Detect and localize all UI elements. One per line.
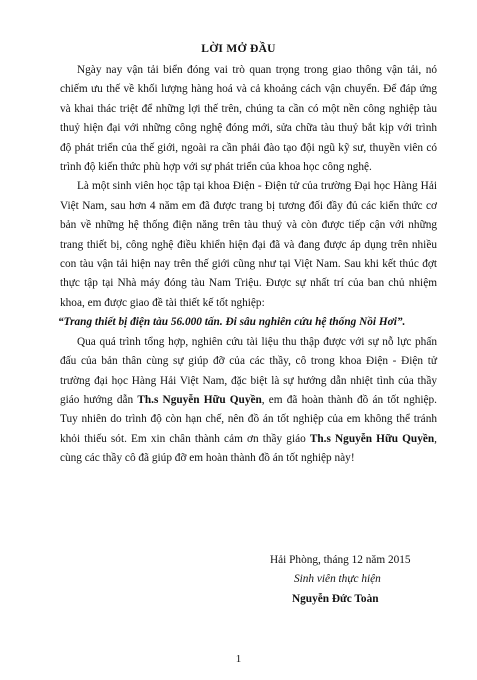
signature-role: Sinh viên thực hiện — [294, 573, 381, 586]
page-number: 1 — [235, 653, 242, 665]
thesis-topic: “Trang thiết bị điện tàu 56.000 tấn. Đi sâu nghiên cứu hệ thống Nồi Hơi”. — [58, 316, 406, 329]
acknowledgement-text-1: Qua quá trình tổng hợp, nghiên cứu tài liệu thu thập được với sự nỗ lực phấn đấu của bản thân cùng sự giúp đỡ của các thầy, cô trong khoa Điện - Điện tử trường đại học Hàng Hải Việt Nam, đặc biệt là sự hướng dẫn nhiệt tình của thầy giáo hướng dẫn — [60, 335, 437, 406]
signature-block — [260, 551, 460, 609]
signature-name: Nguyễn Đức Toàn — [292, 592, 379, 605]
body-text — [60, 61, 437, 469]
page-title: LỜI MỞ ĐẦU — [201, 43, 276, 55]
paragraph-intro: Ngày nay vận tải biển đóng vai trò quan trọng trong giao thông vận tải, nó chiếm ưu thế về khối lượng hàng hoá và cả khoảng cách vận chuyển. Để đáp ứng và khai thác triệt để những lợi thế trên, chúng ta cần có một nền công nghiệp tàu thuỷ hiện đại với những công nghệ đóng mới, sửa chữa tàu thuỷ bắt kịp với trình độ phát triển của thế giới, ngoài ra cần phải đào tạo đội ngũ kỹ sư, thuyền viên có trình độ kiến thức phù hợp với sự phát triển của khoa học công nghệ. — [60, 64, 437, 174]
acknowledgement-text-3: , cùng các thầy cô đã giúp đỡ em hoàn thành đồ án tốt nghiệp này! — [60, 432, 437, 465]
advisor-name: Th.s Nguyễn Hữu Quyền — [137, 393, 262, 406]
paragraph-student-background: Là một sinh viên học tập tại khoa Điện - Điện tử của trường Đại học Hàng Hải Việt Nam, sau hơn 4 năm em đã được trang bị tương đối đầy đủ các kiến thức cơ bản về những hệ thống điện năng trên tàu thuỷ và còn được tiếp cận với những trang thiết bị, công nghệ điều khiển hiện đại đã và đang được áp dụng trên nhiều con tàu vận tải hiện nay trên thế giới cũng như tại Việt Nam. Sau khi kết thúc đợt thực tập tại Nhà máy đóng tàu Nam Triệu. Được sự nhất trí của ban chủ nhiệm khoa, em được giao đề tài thiết kế tốt nghiệp: — [60, 180, 437, 309]
advisor-name-repeat: Th.s Nguyễn Hữu Quyền — [309, 432, 435, 445]
acknowledgement-text-2: , em đã hoàn thành đồ án tốt nghiệp. Tuy nhiên do trình độ còn hạn chế, nên đồ án tốt nghiệp của em không thể tránh khỏi thiếu sót. Em xin chân thành cảm ơn thầy giáo — [60, 393, 437, 445]
paragraph-acknowledgement — [60, 333, 437, 469]
signature-place-date: Hải Phòng, tháng 12 năm 2015 — [270, 554, 411, 566]
